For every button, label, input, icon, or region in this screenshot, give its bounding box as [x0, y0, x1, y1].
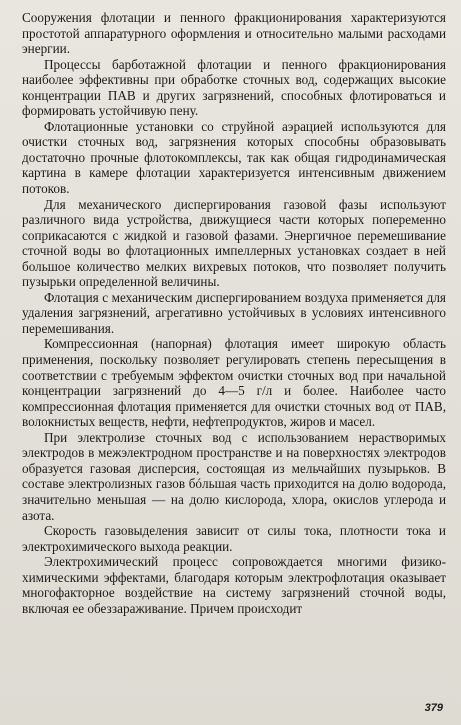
- page-number: 379: [424, 702, 443, 714]
- paragraph-4: Для механического диспергирования газовой фазы используют различного вида устройства, движущиеся части которых попеременно соприкасаются с жидкой и газовой фазами. Энергичное перемешивание сточной воды во флотационных импеллерных установках создает в ней большое количество мелких вихревых потоков, что позволяет получить пузырьки определенной величины.: [22, 196, 446, 290]
- body-text: [22, 10, 446, 616]
- paragraph-6: Компрессионная (напорная) флотация имеет широкую область применения, поскольку позволяет регулировать степень пересыщения в соответствии с требуемым эффектом очистки сточных вод при начальной концентрации загрязнений до 4—5 г/л и более. Наиболее часто компрессионная флотация применяется для очистки сточных вод от ПАВ, волокнистых веществ, нефти, нефтепродуктов, жиров и масел.: [22, 336, 446, 430]
- paragraph-5: Флотация с механическим диспергированием воздуха применяется для удаления загрязнений, агрегативно устойчивых в условиях интенсивного перемешивания.: [22, 289, 446, 336]
- paragraph-2: Процессы барботажной флотации и пенного фракционирования наиболее эффективны при обработке сточных вод, содержащих высокие концентрации ПАВ и других загрязнений, способных флотироваться и формировать устойчивую пену.: [22, 56, 446, 119]
- paragraph-3: Флотационные установки со струйной аэрацией используются для очистки сточных вод, загрязнения которых способны образовывать достаточно прочные флотокомплексы, так как общая гидродинамическая картина в камере флотации характеризуется интенсивным движением потоков.: [22, 118, 446, 197]
- paragraph-1: Сооружения флотации и пенного фракционирования характеризуются простотой аппаратурного оформления и относительно малыми расходами энергии.: [22, 10, 446, 57]
- paragraph-7: При электролизе сточных вод с использованием нерастворимых электродов в межэлектродном пространстве и на поверхностях электродов образуется газовая дисперсия, состоящая из мельчайших пузырьков. В составе электролизных газов бóльшая часть приходится на долю водорода, значительно меньшая — на долю кислорода, хлора, окислов углерода и азота.: [22, 429, 446, 523]
- paragraph-9: Электрохимический процесс сопровождается многими физико-химическими эффектами, благодаря которым электрофлотация оказывает многофакторное воздействие на систему загрязнений сточной воды, включая ее обеззараживание. Причем происходит: [22, 554, 446, 616]
- paragraph-8: Скорость газовыделения зависит от силы тока, плотности тока и электрохимического выхода реакции.: [22, 523, 446, 554]
